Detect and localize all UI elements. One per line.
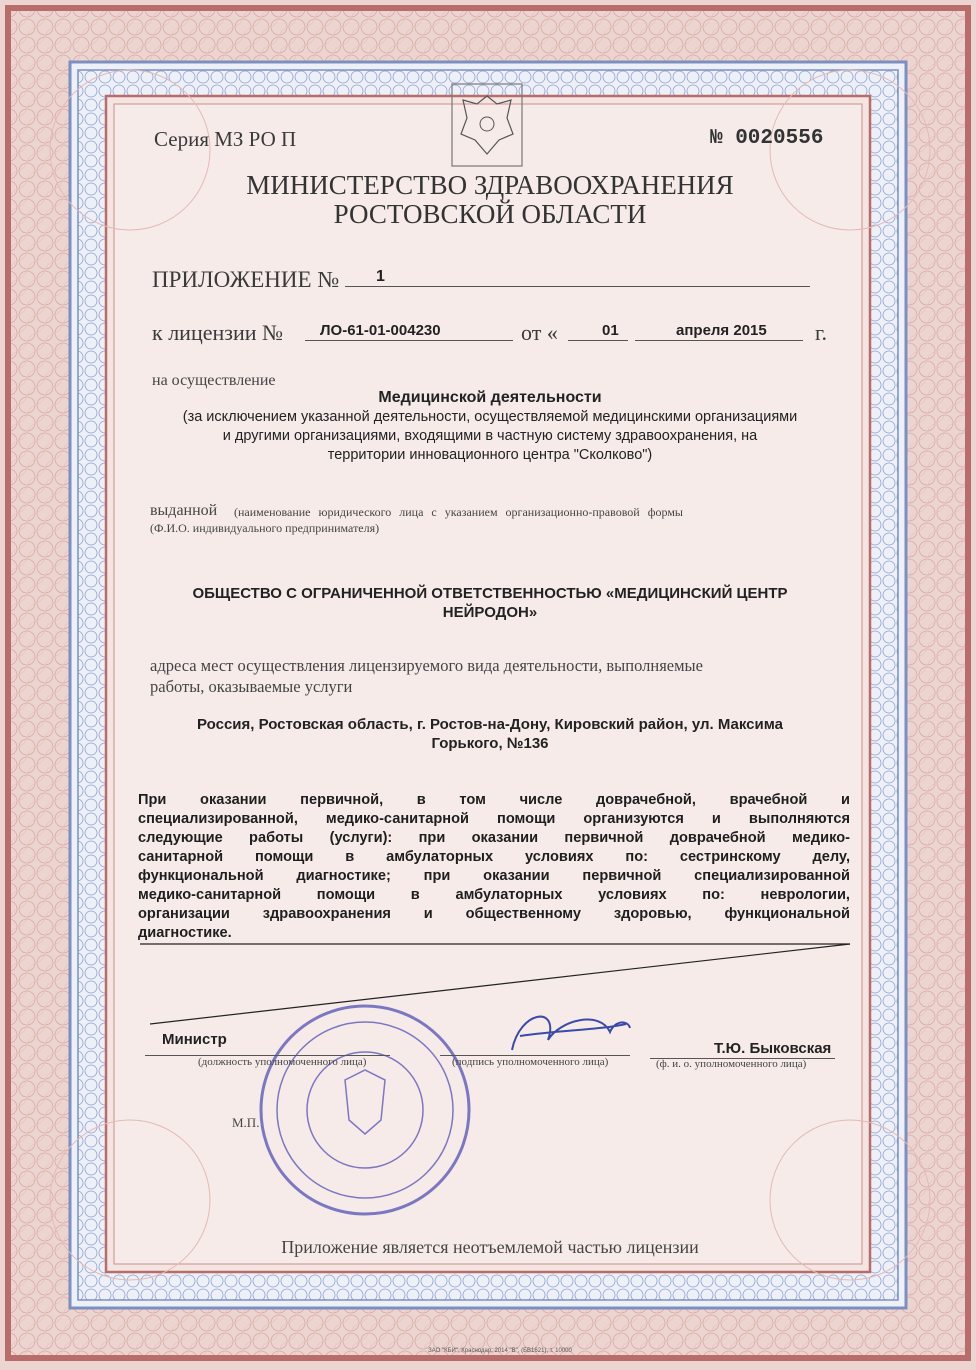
printer-imprint: ЗАО "КБИ", Краснодар, 2014 "В", (БВ1621), т. 10000: [428, 1348, 572, 1354]
activity-note-line2: и другими организациями, входящими в частную систему здравоохранения, на: [222, 428, 758, 444]
activity-title: Медицинской деятельности: [378, 389, 602, 406]
services-line: функциональной диагностике; при оказании первичной специализированной: [138, 868, 850, 884]
appendix-number: 1: [376, 268, 385, 285]
ministry-title-line1: МИНИСТЕРСТВО ЗДРАВООХРАНЕНИЯ: [246, 170, 734, 200]
license-month-year: апреля 2015: [676, 322, 767, 339]
footer-note: Приложение является неотъемлемой частью лицензии: [281, 1237, 699, 1257]
services-line: организации здравоохранения и общественному здоровью, функциональной: [138, 906, 850, 922]
signer-name: Т.Ю. Быковская: [714, 1040, 832, 1057]
license-year-suffix: г.: [815, 320, 828, 345]
appendix-label: ПРИЛОЖЕНИЕ №: [152, 267, 340, 292]
issued-hint-line2: (Ф.И.О. индивидуального предпринимателя): [150, 521, 380, 535]
license-day: 01: [602, 322, 619, 339]
organization-name-line2: НЕЙРОДОН»: [442, 604, 538, 621]
license-number: ЛО-61-01-004230: [320, 322, 441, 339]
services-line: санитарной помощи в амбулаторных условиях по: сестринскому делу,: [138, 849, 850, 865]
license-from-label: от «: [521, 320, 558, 345]
license-label: к лицензии №: [152, 320, 283, 345]
services-line: специализированной, медико-санитарной помощи организуются и выполняются: [138, 811, 850, 827]
address-label-line2: работы, оказываемые услуги: [150, 677, 353, 696]
activity-note-line1: (за исключением указанной деятельности, осуществляемой медицинскими организациями: [182, 409, 798, 425]
signer-position-hint: (должность уполномоченного лица): [198, 1056, 367, 1068]
address-line1: Россия, Ростовская область, г. Ростов-на-Дону, Кировский район, ул. Максима: [197, 716, 783, 733]
services-text: [138, 791, 850, 943]
activity-label: на осуществление: [152, 372, 276, 389]
issued-label: выданной: [150, 502, 218, 519]
signature-hint: (подпись уполномоченного лица): [452, 1056, 609, 1068]
form-number: № 0020556: [710, 127, 824, 150]
seal-place-label: М.П.: [232, 1115, 260, 1130]
address-line2: Горького, №136: [431, 735, 549, 752]
signer-position: Министр: [162, 1031, 227, 1048]
services-line: диагностике.: [138, 925, 232, 941]
issued-hint-line1: (наименование юридического лица с указанием организационно-правовой формы: [234, 505, 683, 519]
services-line: При оказании первичной, в том числе доврачебной, врачебной и: [138, 792, 850, 808]
address-label-line1: адреса мест осуществления лицензируемого вида деятельности, выполняемые: [150, 656, 703, 675]
ministry-title-line2: РОСТОВСКОЙ ОБЛАСТИ: [333, 199, 647, 229]
signer-name-hint: (ф. и. о. уполномоченного лица): [656, 1058, 807, 1070]
services-line: следующие работы (услуги): при оказании первичной доврачебной медико-: [138, 830, 850, 846]
series-label: Серия МЗ РО П: [154, 127, 297, 151]
organization-name-line1: ОБЩЕСТВО С ОГРАНИЧЕННОЙ ОТВЕТСТВЕННОСТЬЮ «МЕДИЦИНСКИЙ ЦЕНТР: [192, 585, 788, 602]
activity-note-line3: территории инновационного центра "Сколково"): [327, 447, 653, 463]
services-line: медико-санитарной помощи в амбулаторных условиях по: неврологии,: [138, 887, 850, 903]
